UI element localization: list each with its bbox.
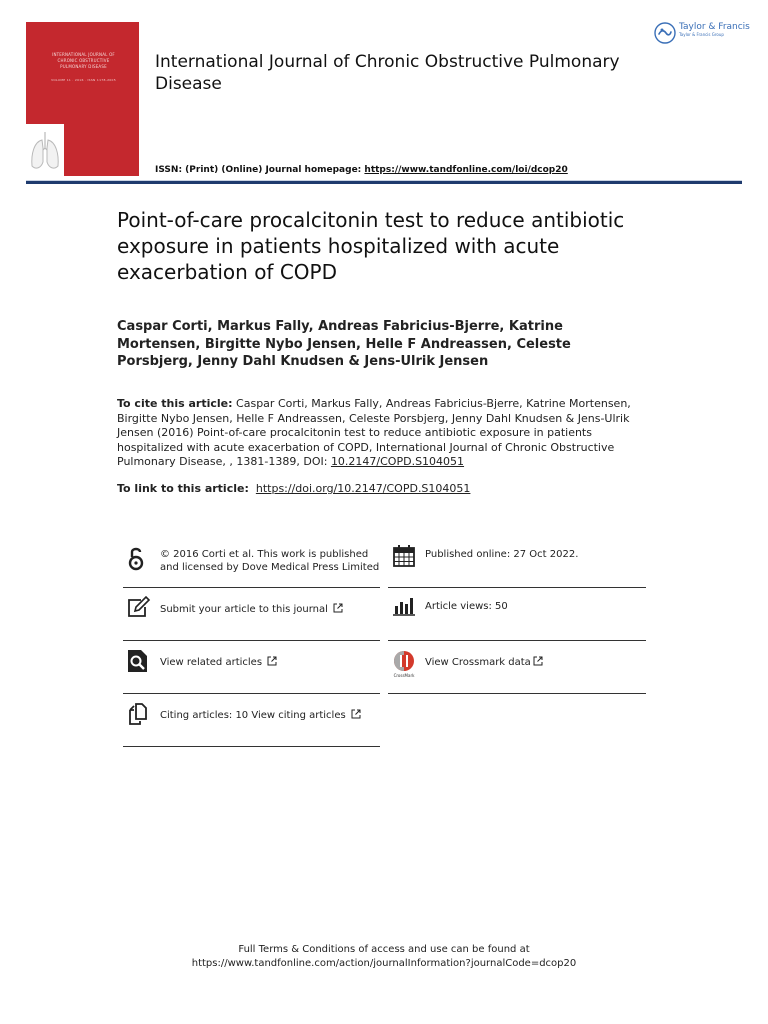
terms-url[interactable]: https://www.tandfonline.com/action/journalInformation?journalCode=dcop20 [191,958,577,969]
external-link-icon [533,656,543,666]
bar-chart-icon [392,596,416,616]
crossmark-logo-text: CrossMark [393,673,415,678]
citing-label: Citing articles: 10 View citing articles [160,710,346,721]
calendar-icon [392,544,416,568]
submit-label: Submit your article to this journal [160,604,328,615]
citing-articles-link[interactable] [160,709,361,723]
taylor-francis-logo-icon [654,22,676,44]
submit-article-link[interactable] [160,603,343,617]
journal-name: International Journal of Chronic Obstructive Pulmonary Disease [155,52,620,94]
edit-icon [127,596,151,618]
cite-label: To cite this article: [117,397,233,410]
article-views: Article views: 50 [425,601,508,612]
external-link-icon [267,656,277,666]
cite-text: Caspar Corti, Markus Fally, Andreas Fabricius-Bjerre, Katrine Mortensen, Birgitte Nybo Jensen, Helle F Andreassen, Celeste Porsbjerg, Jenny Dahl Knudsen & Jens-Ulrik Jensen (2016) Point-of-care procalcitonin test to reduce antibiotic exposure in patients hospitalized with acute exacerbation of COPD, International Journal of Chronic Obstructive Pulmonary Disease, , 1381-1389, DOI: [117,397,631,469]
article-link-line [117,481,637,496]
cover-title-line: INTERNATIONAL JOURNAL OF [52,52,115,57]
related-row[interactable] [123,641,380,694]
publisher-name: Taylor & Francis [679,22,750,32]
cover-title-line: CHRONIC OBSTRUCTIVE [57,58,110,63]
license-line: © 2016 Corti et al. This work is published [160,549,369,560]
crossmark-icon [392,650,416,678]
views-row [388,588,646,641]
issn-line [155,165,568,175]
terms-footer [0,943,768,971]
doi-link[interactable]: 10.2147/COPD.S104051 [330,455,465,469]
lungs-icon [28,126,62,174]
cover-title [34,52,133,70]
terms-line: Full Terms & Conditions of access and use can be found at [238,944,530,955]
journal-cover [26,22,139,176]
open-access-icon [127,545,145,571]
article-authors: Caspar Corti, Markus Fally, Andreas Fabricius-Bjerre, Katrine Mortensen, Birgitte Nybo Jensen, Helle F Andreassen, Celeste Porsbjerg, Jenny Dahl Knudsen & Jens-Ulrik Jensen [117,319,571,369]
submit-row[interactable] [123,588,380,641]
link-label: To link to this article: [117,482,249,495]
citation-block [117,397,637,470]
journal-homepage-link[interactable]: https://www.tandfonline.com/loi/dcop20 [364,165,568,175]
citing-row[interactable] [123,694,380,747]
license-text [160,549,379,574]
article-doi-url[interactable]: https://doi.org/10.2147/COPD.S104051 [255,482,471,495]
issn-label: ISSN: (Print) (Online) Journal homepage: [155,165,362,175]
crossmark-label: View Crossmark data [425,657,531,668]
publisher-group: Taylor & Francis Group [679,32,724,37]
external-link-icon [351,709,361,719]
cover-volume: VOLUME 11 · 2016 · ISSN 1178-2005 [51,78,116,82]
related-label: View related articles [160,657,263,668]
crossmark-row[interactable] [388,641,646,694]
external-link-icon [333,603,343,613]
related-articles-link[interactable] [160,656,277,670]
published-date: Published online: 27 Oct 2022. [425,549,579,560]
published-row [388,539,646,588]
cover-title-line: PULMONARY DISEASE [60,64,107,69]
copy-icon [127,702,151,726]
license-row [123,539,380,588]
license-line: and licensed by Dove Medical Press Limited [160,561,380,573]
article-title: Point-of-care procalcitonin test to reduce antibiotic exposure in patients hospitalized with acute exacerbation of COPD [117,208,625,284]
crossmark-link[interactable] [425,656,543,670]
header-divider [26,181,742,184]
publisher-logo[interactable] [654,22,750,44]
search-icon [127,649,149,673]
